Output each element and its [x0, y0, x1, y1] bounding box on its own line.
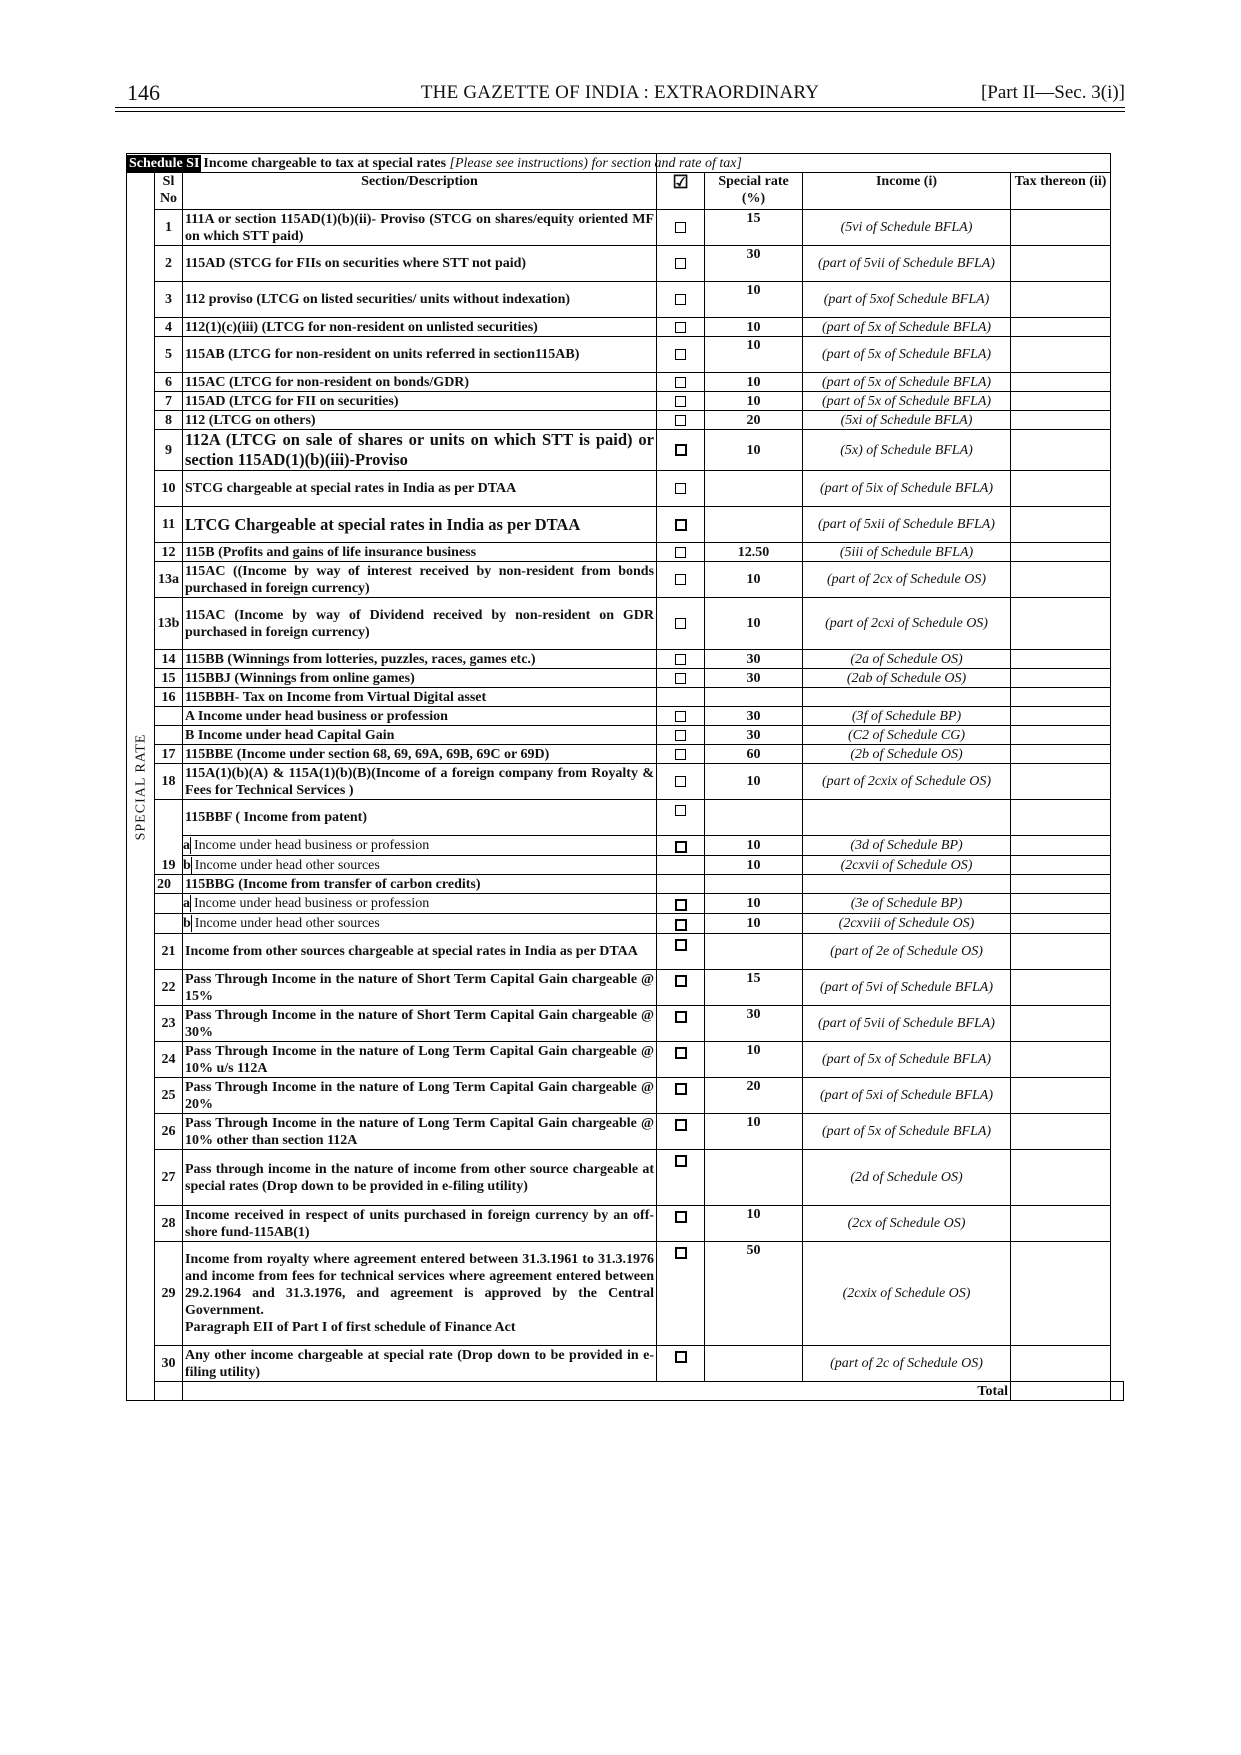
- row-sl: 7: [155, 392, 183, 411]
- table-row: [127, 836, 1124, 856]
- row-sl: 5: [155, 337, 183, 373]
- row-special-rate: [705, 507, 803, 543]
- row-special-rate: [705, 471, 803, 507]
- row-tax-thereon[interactable]: [1011, 282, 1111, 318]
- row-special-rate: 15: [705, 970, 803, 1006]
- row-income-ref: (5x) of Schedule BFLA): [803, 430, 1011, 471]
- page-number: 146: [127, 80, 160, 105]
- row-description: 115BBE (Income under section 68, 69, 69A, 69B, 69C or 69D): [183, 745, 657, 764]
- row-special-rate: 30: [705, 650, 803, 669]
- col-sl: Sl No: [155, 173, 183, 210]
- row-special-rate: [705, 934, 803, 970]
- row-tax-thereon[interactable]: [1011, 562, 1111, 598]
- col-checkbox-header: ☑: [657, 173, 705, 210]
- table-row: [127, 688, 1124, 707]
- table-row: [127, 970, 1124, 1006]
- row-checkbox[interactable]: [675, 711, 686, 722]
- row-income-ref: (part of 5x of Schedule BFLA): [803, 337, 1011, 373]
- row-sl: 27: [155, 1150, 183, 1206]
- table-row: [127, 210, 1124, 246]
- row-tax-thereon[interactable]: [1011, 669, 1111, 688]
- table-row: [127, 392, 1124, 411]
- row-income-ref: (part of 2e of Schedule OS): [803, 934, 1011, 970]
- row-special-rate: 10: [705, 430, 803, 471]
- row-checkbox[interactable]: [675, 749, 686, 760]
- row-checkbox[interactable]: [675, 396, 686, 407]
- row-income-ref: (3f of Schedule BP): [803, 707, 1011, 726]
- row-income-ref: (part of 5ix of Schedule BFLA): [803, 471, 1011, 507]
- table-row: [127, 411, 1124, 430]
- row-special-rate: 10: [705, 598, 803, 650]
- table-row: [127, 1346, 1124, 1382]
- row-income-ref: (5vi of Schedule BFLA): [803, 210, 1011, 246]
- row-checkbox[interactable]: [675, 547, 686, 558]
- table-row: [127, 650, 1124, 669]
- table-row: [127, 764, 1124, 800]
- row-tax-thereon[interactable]: [1011, 764, 1111, 800]
- row-tax-thereon[interactable]: [1011, 1114, 1111, 1150]
- table-row: [127, 800, 1124, 836]
- row-special-rate: [705, 800, 803, 836]
- row-description: 115AD (STCG for FIIs on securities where STT not paid): [183, 246, 657, 282]
- row-description: A Income under head business or profession: [183, 707, 657, 726]
- row-income-ref: (2a of Schedule OS): [803, 650, 1011, 669]
- row-checkbox[interactable]: [675, 519, 687, 531]
- row-description: 112 (LTCG on others): [183, 411, 657, 430]
- row-description: 115AB (LTCG for non-resident on units referred in section115AB): [183, 337, 657, 373]
- row-income-ref: (2cx of Schedule OS): [803, 1206, 1011, 1242]
- row-description: Income under head other sources: [194, 916, 380, 931]
- col-tax-thereon: Tax thereon (ii): [1011, 173, 1111, 210]
- row-tax-thereon[interactable]: [1011, 914, 1111, 934]
- row-description: Income from royalty where agreement entered between 31.3.1961 to 31.3.1976 and income from fees for technical services where agreement entered between 29.2.1964 and 31.3.1976, and agreement is approved by the Central Government.: [185, 1252, 655, 1318]
- row-income-ref: (part of 5vii of Schedule BFLA): [803, 1006, 1011, 1042]
- row-income-ref: (2ab of Schedule OS): [803, 669, 1011, 688]
- row-income-ref: (3e of Schedule BP): [803, 894, 1011, 914]
- row-tax-thereon[interactable]: [1011, 894, 1111, 914]
- row-income-ref: (2cxix of Schedule OS): [803, 1242, 1011, 1346]
- row-income-ref: (3d of Schedule BP): [803, 836, 1011, 856]
- row-description: 115AD (LTCG for FII on securities): [183, 392, 657, 411]
- row-special-rate: 10: [705, 764, 803, 800]
- row-checkbox[interactable]: [675, 1119, 687, 1131]
- row-tax-thereon[interactable]: [1011, 1206, 1111, 1242]
- row-checkbox[interactable]: [675, 841, 687, 853]
- row-description: 115A(1)(b)(A) & 115A(1)(b)(B)(Income of a foreign company from Royalty & Fees for Technical Services ): [183, 764, 657, 800]
- row-tax-thereon[interactable]: [1011, 688, 1111, 707]
- table-row: [127, 1006, 1124, 1042]
- row-tax-thereon[interactable]: [1011, 543, 1111, 562]
- row-sl: 2: [155, 246, 183, 282]
- row-letter: a: [183, 896, 190, 911]
- row-tax-thereon[interactable]: [1011, 934, 1111, 970]
- row-income-ref: (part of 5x of Schedule BFLA): [803, 373, 1011, 392]
- schedule-si-table: [126, 153, 1124, 1401]
- row-sl: 4: [155, 318, 183, 337]
- row-sl: 6: [155, 373, 183, 392]
- row-description: Income received in respect of units purchased in foreign currency by an off-shore fund-115AB(1): [183, 1206, 657, 1242]
- row-sl: 30: [155, 1346, 183, 1382]
- row-checkbox[interactable]: [675, 1155, 687, 1167]
- row-sl: 26: [155, 1114, 183, 1150]
- row-checkbox[interactable]: [675, 322, 686, 333]
- row-sl: 10: [155, 471, 183, 507]
- table-row: [127, 1042, 1124, 1078]
- row-special-rate: 10: [705, 914, 803, 934]
- row-special-rate: [705, 688, 803, 707]
- table-row: [127, 1114, 1124, 1150]
- row-special-rate: 30: [705, 669, 803, 688]
- part-section: [Part II—Sec. 3(i)]: [980, 82, 1125, 103]
- row-income-ref: (part of 2cx of Schedule OS): [803, 562, 1011, 598]
- row-description: LTCG Chargeable at special rates in India as per DTAA: [183, 507, 657, 543]
- row-income-ref: (part of 5vii of Schedule BFLA): [803, 246, 1011, 282]
- row-checkbox[interactable]: [675, 444, 687, 456]
- special-rate-side-label: SPECIAL RATE: [127, 173, 155, 1401]
- row-special-rate: 30: [705, 707, 803, 726]
- row-tax-thereon[interactable]: [1011, 707, 1111, 726]
- header-rule: [115, 107, 1125, 108]
- row-checkbox[interactable]: [675, 1083, 687, 1095]
- row-special-rate: 50: [705, 1242, 803, 1346]
- row-tax-thereon[interactable]: [1011, 246, 1111, 282]
- row-sl: 11: [155, 507, 183, 543]
- row-sl: 17: [155, 745, 183, 764]
- table-row: [127, 246, 1124, 282]
- row-description: 115BBF ( Income from patent): [183, 800, 657, 836]
- row-description: 112A (LTCG on sale of shares or units on which STT is paid) or section 115AD(1)(b)(iii)-Proviso: [183, 430, 657, 471]
- row-description: 115BBJ (Winnings from online games): [183, 669, 657, 688]
- row-checkbox[interactable]: [675, 975, 687, 987]
- row-tax-thereon[interactable]: [1011, 650, 1111, 669]
- row-special-rate: 10: [705, 318, 803, 337]
- row-tax-thereon[interactable]: [1011, 875, 1111, 894]
- row-special-rate: [705, 1346, 803, 1382]
- table-row: [127, 669, 1124, 688]
- row-checkbox[interactable]: [675, 939, 687, 951]
- table-row: [127, 745, 1124, 764]
- row-special-rate: 30: [705, 246, 803, 282]
- row-income-ref: (2cxviii of Schedule OS): [803, 914, 1011, 934]
- row-checkbox[interactable]: [675, 1211, 687, 1223]
- col-section-description: Section/Description: [183, 173, 657, 210]
- row-description: Income under head other sources: [194, 857, 380, 873]
- row-sl: 22: [155, 970, 183, 1006]
- row-income-ref: (5xi of Schedule BFLA): [803, 411, 1011, 430]
- row-checkbox[interactable]: [675, 1351, 687, 1363]
- row-income-ref: (part of 2c of Schedule OS): [803, 1346, 1011, 1382]
- column-header-row: [127, 173, 1124, 210]
- row-sl: 16: [155, 688, 183, 707]
- row-tax-thereon[interactable]: [1011, 726, 1111, 745]
- row-description: 112 proviso (LTCG on listed securities/ units without indexation): [183, 282, 657, 318]
- row-checkbox[interactable]: [675, 258, 686, 269]
- row-tax-thereon[interactable]: [1011, 1078, 1111, 1114]
- row-checkbox[interactable]: [675, 673, 686, 684]
- row-description: Pass Through Income in the nature of Long Term Capital Gain chargeable @ 10% u/s 112A: [183, 1042, 657, 1078]
- row-special-rate: 20: [705, 1078, 803, 1114]
- row-tax-thereon[interactable]: [1011, 1346, 1111, 1382]
- table-row: [127, 875, 1124, 894]
- gazette-title: THE GAZETTE OF INDIA : EXTRAORDINARY: [420, 82, 820, 103]
- row-description: Pass Through Income in the nature of Short Term Capital Gain chargeable @ 30%: [183, 1006, 657, 1042]
- row-special-rate: 10: [705, 562, 803, 598]
- row-letter: a: [183, 838, 190, 853]
- row-sl: 15: [155, 669, 183, 688]
- row-sl: 28: [155, 1206, 183, 1242]
- row-income-ref: (part of 2cxi of Schedule OS): [803, 598, 1011, 650]
- row-income-ref: (part of 2cxix of Schedule OS): [803, 764, 1011, 800]
- row-special-rate: 10: [705, 373, 803, 392]
- row-checkbox[interactable]: [675, 776, 686, 787]
- row-description: B Income under head Capital Gain: [183, 726, 657, 745]
- row-checkbox[interactable]: [675, 415, 686, 426]
- table-row: [127, 562, 1124, 598]
- row-checkbox[interactable]: [675, 294, 686, 305]
- row-income-ref: (part of 5vi of Schedule BFLA): [803, 970, 1011, 1006]
- row-special-rate: 30: [705, 726, 803, 745]
- table-row: [127, 318, 1124, 337]
- row-description: Pass Through Income in the nature of Long Term Capital Gain chargeable @ 10% other than section 112A: [183, 1114, 657, 1150]
- table-row: [127, 1150, 1124, 1206]
- row-special-rate: [705, 875, 803, 894]
- col-income: Income (i): [803, 173, 1011, 210]
- total-income[interactable]: [1011, 1382, 1111, 1401]
- row-income-ref: (2d of Schedule OS): [803, 1150, 1011, 1206]
- row-tax-thereon[interactable]: [1011, 1042, 1111, 1078]
- row-tax-thereon[interactable]: [1011, 337, 1111, 373]
- row-tax-thereon[interactable]: [1011, 745, 1111, 764]
- table-row: [127, 707, 1124, 726]
- row-income-ref: (C2 of Schedule CG): [803, 726, 1011, 745]
- table-row: [127, 507, 1124, 543]
- row-sl: 8: [155, 411, 183, 430]
- table-row: [127, 543, 1124, 562]
- table-row: [127, 1206, 1124, 1242]
- row-checkbox[interactable]: [675, 805, 686, 816]
- row-description: 115AC (LTCG for non-resident on bonds/GDR): [183, 373, 657, 392]
- row-income-ref: (part of 5x of Schedule BFLA): [803, 1042, 1011, 1078]
- row-sl: 29: [155, 1242, 183, 1346]
- row-sl: 20: [155, 875, 183, 894]
- table-row: [127, 430, 1124, 471]
- row-sl: 3: [155, 282, 183, 318]
- row-description: Pass through income in the nature of income from other source chargeable at special rates (Drop down to be provided in e-filing utility): [183, 1150, 657, 1206]
- row-description: 112(1)(c)(iii) (LTCG for non-resident on unlisted securities): [183, 318, 657, 337]
- row-checkbox[interactable]: [675, 574, 686, 585]
- row-special-rate: 15: [705, 210, 803, 246]
- row-sl: 24: [155, 1042, 183, 1078]
- row-income-ref: (5iii of Schedule BFLA): [803, 543, 1011, 562]
- table-row: [127, 282, 1124, 318]
- row-sl: 18: [155, 764, 183, 800]
- row-description: 115B (Profits and gains of life insurance business: [183, 543, 657, 562]
- row-checkbox[interactable]: [675, 899, 687, 911]
- page-header: [115, 80, 1125, 108]
- row-special-rate: 10: [705, 894, 803, 914]
- row-income-ref: (2b of Schedule OS): [803, 745, 1011, 764]
- row-tax-thereon[interactable]: [1011, 430, 1111, 471]
- table-row: [127, 373, 1124, 392]
- row-tax-thereon[interactable]: [1011, 411, 1111, 430]
- row-special-rate: 30: [705, 1006, 803, 1042]
- row-tax-thereon[interactable]: [1011, 373, 1111, 392]
- row-tax-thereon[interactable]: [1011, 392, 1111, 411]
- row-checkbox[interactable]: [675, 1011, 687, 1023]
- row-income-ref: [803, 688, 1011, 707]
- row-checkbox[interactable]: [675, 1247, 687, 1259]
- row-income-ref: [803, 875, 1011, 894]
- row-description: 115BBG (Income from transfer of carbon credits): [183, 875, 657, 894]
- row-description: 115AC (Income by way of Dividend received by non-resident on GDR purchased in foreign currency): [183, 598, 657, 650]
- row-letter: b: [183, 857, 191, 873]
- total-label: Total: [803, 1382, 1011, 1401]
- row-income-ref: (part of 5x of Schedule BFLA): [803, 392, 1011, 411]
- row-sl: 23: [155, 1006, 183, 1042]
- row-special-rate: [705, 1150, 803, 1206]
- row-tax-thereon[interactable]: [1011, 598, 1111, 650]
- row-special-rate: 12.50: [705, 543, 803, 562]
- row-special-rate: 10: [705, 337, 803, 373]
- row-sl: 25: [155, 1078, 183, 1114]
- row-tax-thereon[interactable]: [1011, 970, 1111, 1006]
- row-income-ref: (part of 5x of Schedule BFLA): [803, 1114, 1011, 1150]
- row-income-ref: [803, 800, 1011, 836]
- row-sl: 1: [155, 210, 183, 246]
- row-sl: 13b: [155, 598, 183, 650]
- row-description: 115BBH- Tax on Income from Virtual Digital asset: [183, 688, 657, 707]
- row-income-ref: (part of 5xof Schedule BFLA): [803, 282, 1011, 318]
- row-sl: 21: [155, 934, 183, 970]
- row-checkbox[interactable]: [675, 654, 686, 665]
- row-checkbox[interactable]: [675, 377, 686, 388]
- row-income-ref: (2cxvii of Schedule OS): [803, 856, 1011, 875]
- row-description: 115AC ((Income by way of interest received by non-resident from bonds purchased in foreign currency): [183, 562, 657, 598]
- table-row: [127, 894, 1124, 914]
- total-tax[interactable]: [1111, 1382, 1124, 1401]
- row-special-rate: 10: [705, 1206, 803, 1242]
- row-sl: 19: [155, 800, 183, 875]
- row-description: Income under head business or profession: [194, 838, 430, 853]
- row-checkbox[interactable]: [675, 730, 686, 741]
- row-description: STCG chargeable at special rates in India as per DTAA: [183, 471, 657, 507]
- row-description-note: Paragraph EII of Part I of first schedule of Finance Act: [185, 1320, 516, 1335]
- row-special-rate: 20: [705, 411, 803, 430]
- table-row: [127, 726, 1124, 745]
- table-row: [127, 337, 1124, 373]
- schedule-note: [Please see instructions) for section and rate of tax]: [449, 155, 742, 171]
- row-tax-thereon[interactable]: [1011, 1006, 1111, 1042]
- row-special-rate: 10: [705, 1042, 803, 1078]
- table-row: [127, 856, 1124, 875]
- table-row: [127, 914, 1124, 934]
- row-description: Any other income chargeable at special rate (Drop down to be provided in e-filing utility): [183, 1346, 657, 1382]
- row-letter: b: [183, 916, 191, 931]
- row-tax-thereon[interactable]: [1011, 471, 1111, 507]
- row-checkbox[interactable]: [675, 919, 687, 931]
- row-income-ref: (part of 5x of Schedule BFLA): [803, 318, 1011, 337]
- schedule-title-row: [127, 154, 1124, 173]
- row-special-rate: 10: [705, 392, 803, 411]
- table-row: [127, 934, 1124, 970]
- row-description: Income under head business or profession: [194, 896, 430, 911]
- row-special-rate: 60: [705, 745, 803, 764]
- row-checkbox[interactable]: [675, 349, 686, 360]
- row-sl: 9: [155, 430, 183, 471]
- row-tax-thereon[interactable]: [1011, 1242, 1111, 1346]
- row-special-rate: 10: [705, 1114, 803, 1150]
- table-row: [127, 598, 1124, 650]
- schedule-label: Schedule SI: [129, 155, 200, 171]
- row-description: 111A or section 115AD(1)(b)(ii)- Proviso (STCG on shares/equity oriented MF on which STT paid): [183, 210, 657, 246]
- row-description: Pass Through Income in the nature of Short Term Capital Gain chargeable @ 15%: [183, 970, 657, 1006]
- row-sl: 13a: [155, 562, 183, 598]
- row-tax-thereon[interactable]: [1011, 856, 1111, 875]
- row-income-ref: (part of 5xi of Schedule BFLA): [803, 1078, 1011, 1114]
- row-checkbox[interactable]: [675, 1047, 687, 1059]
- row-sl: 14: [155, 650, 183, 669]
- schedule-title: Income chargeable to tax at special rates: [203, 155, 447, 171]
- table-row: [127, 1078, 1124, 1114]
- row-tax-thereon[interactable]: [1011, 1150, 1111, 1206]
- row-tax-thereon[interactable]: [1011, 318, 1111, 337]
- total-row: [127, 1382, 1124, 1401]
- row-special-rate: 10: [705, 836, 803, 856]
- row-checkbox[interactable]: [675, 483, 686, 494]
- row-tax-thereon[interactable]: [1011, 836, 1111, 856]
- row-checkbox[interactable]: [675, 618, 686, 629]
- table-row: [127, 1242, 1124, 1346]
- row-description: 115BB (Winnings from lotteries, puzzles, races, games etc.): [183, 650, 657, 669]
- row-tax-thereon[interactable]: [1011, 507, 1111, 543]
- row-checkbox[interactable]: [675, 222, 686, 233]
- row-special-rate: 10: [705, 282, 803, 318]
- row-special-rate: 10: [705, 856, 803, 875]
- row-description: Income from other sources chargeable at special rates in India as per DTAA: [183, 934, 657, 970]
- col-special-rate: Special rate (%): [705, 173, 803, 210]
- row-income-ref: (part of 5xii of Schedule BFLA): [803, 507, 1011, 543]
- row-tax-thereon[interactable]: [1011, 800, 1111, 836]
- row-description: Pass Through Income in the nature of Long Term Capital Gain chargeable @ 20%: [183, 1078, 657, 1114]
- header-rule-double: [115, 111, 1125, 112]
- table-row: [127, 471, 1124, 507]
- row-tax-thereon[interactable]: [1011, 210, 1111, 246]
- row-sl: 12: [155, 543, 183, 562]
